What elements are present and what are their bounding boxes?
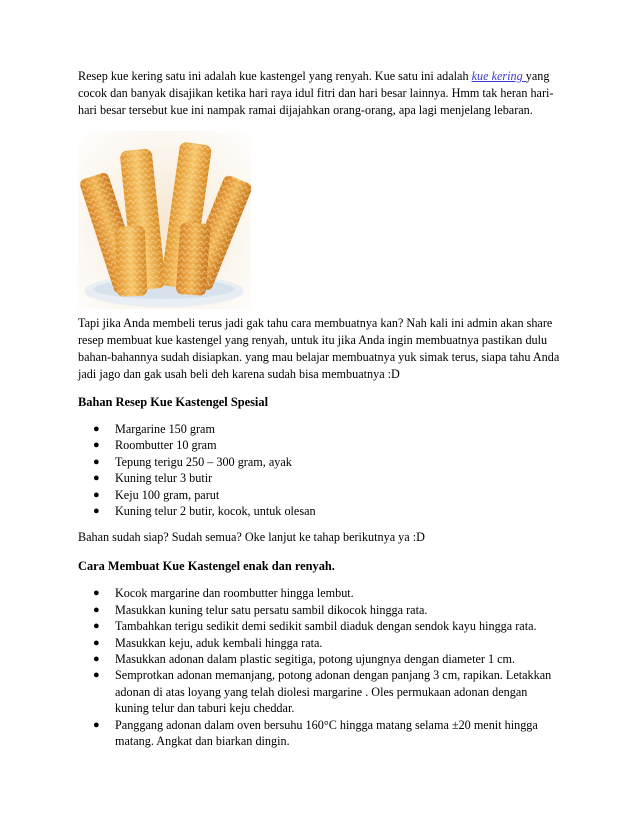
list-item-text: Roombutter 10 gram [115,438,217,453]
kastengel-illustration [78,131,251,309]
list-item [78,717,564,750]
bullet-icon: ● [93,587,100,600]
cara-heading: Cara Membuat Kue Kastengel enak dan renyah. [78,559,335,574]
intro-paragraph [78,68,564,119]
kue-kering-link[interactable]: kue kering [471,69,526,83]
list-item-text: Tepung terigu 250 – 300 gram, ayak [115,454,292,469]
list-item-text: Keju 100 gram, parut [115,487,220,502]
list-item-text: Panggang adonan dalam oven bersuhu 160°C hingga matang selama ±20 menit hingga matang. Angkat dan biarkan dingin. [115,717,538,749]
bullet-icon: ● [93,505,100,518]
list-item [78,651,564,667]
list-item [78,667,564,716]
list-item [78,585,564,601]
list-item [78,487,564,503]
bullet-icon: ● [93,636,100,649]
bahan-heading: Bahan Resep Kue Kastengel Spesial [78,395,269,409]
bullet-icon: ● [93,653,100,666]
list-item [78,635,564,651]
list-item-text: Masukkan keju, aduk kembali hingga rata. [115,635,323,650]
list-item [78,437,564,453]
transition-paragraph: Bahan sudah siap? Sudah semua? Oke lanjut ke tahap berikutnya ya :D [78,530,425,545]
bullet-icon: ● [93,423,100,435]
cara-list [78,585,564,749]
list-item-text: Kuning telur 3 butir [115,471,213,486]
intro-text-after: yang cocok dan banyak disajikan ketika hari raya idul fitri dan hari besar lainnya. Hmm tak heran hari-hari besar tersebut kue ini nampak ramai dijajahkan orang-orang, apa lagi menjelang lebaran. [78,69,554,117]
list-item-text: Masukkan adonan dalam plastic segitiga, potong ujungnya dengan diameter 1 cm. [115,652,516,667]
list-item [78,503,564,519]
list-item-text: Masukkan kuning telur satu persatu sambil dikocok hingga rata. [115,602,428,617]
list-item-text: Kocok margarine dan roombutter hingga lembut. [115,586,354,601]
bullet-icon: ● [93,455,100,468]
bullet-icon: ● [93,620,100,633]
list-item [78,470,564,486]
list-item [78,618,564,634]
list-item-text: Kuning telur 2 butir, kocok, untuk olesan [115,504,316,519]
bullet-icon: ● [93,488,100,501]
list-item [78,602,564,618]
kue-kastengel-photo [78,131,251,309]
intro-paragraph-2: Tapi jika Anda membeli terus jadi gak tahu cara membuatnya kan? Nah kali ini admin akan share resep membuat kue kastengel yang renyah, untuk itu jika Anda ingin membuatnya pastikan dulu bahan-bahannya sudah disiapkan. yang mau belajar membuatnya yuk simak terus, siapa tahu Anda jadi jago dan gak usah beli deh karena sudah bisa membuatnya :D [78,316,560,381]
bullet-icon: ● [93,472,100,485]
bullet-icon: ● [93,603,100,616]
list-item [78,454,564,470]
list-item-text: Margarine 150 gram [115,422,215,436]
bullet-icon: ● [93,669,100,682]
list-item-text: Semprotkan adonan memanjang, potong adonan dengan panjang 3 cm, rapikan. Letakkan adonan di atas loyang yang telah diolesi margarine . Oles permukaan adonan dengan kuning telur dan taburi keju cheddar. [115,668,552,716]
intro-text-before: Resep kue kering satu ini adalah kue kastengel yang renyah. Kue satu ini adalah [78,69,472,83]
list-item-text: Tambahkan terigu sedikit demi sedikit sambil diaduk dengan sendok kayu hingga rata. [115,619,537,634]
bullet-icon: ● [93,439,100,452]
bullet-icon: ● [93,718,100,731]
document-page [78,68,564,760]
bahan-list [78,421,564,519]
list-item [78,421,564,437]
